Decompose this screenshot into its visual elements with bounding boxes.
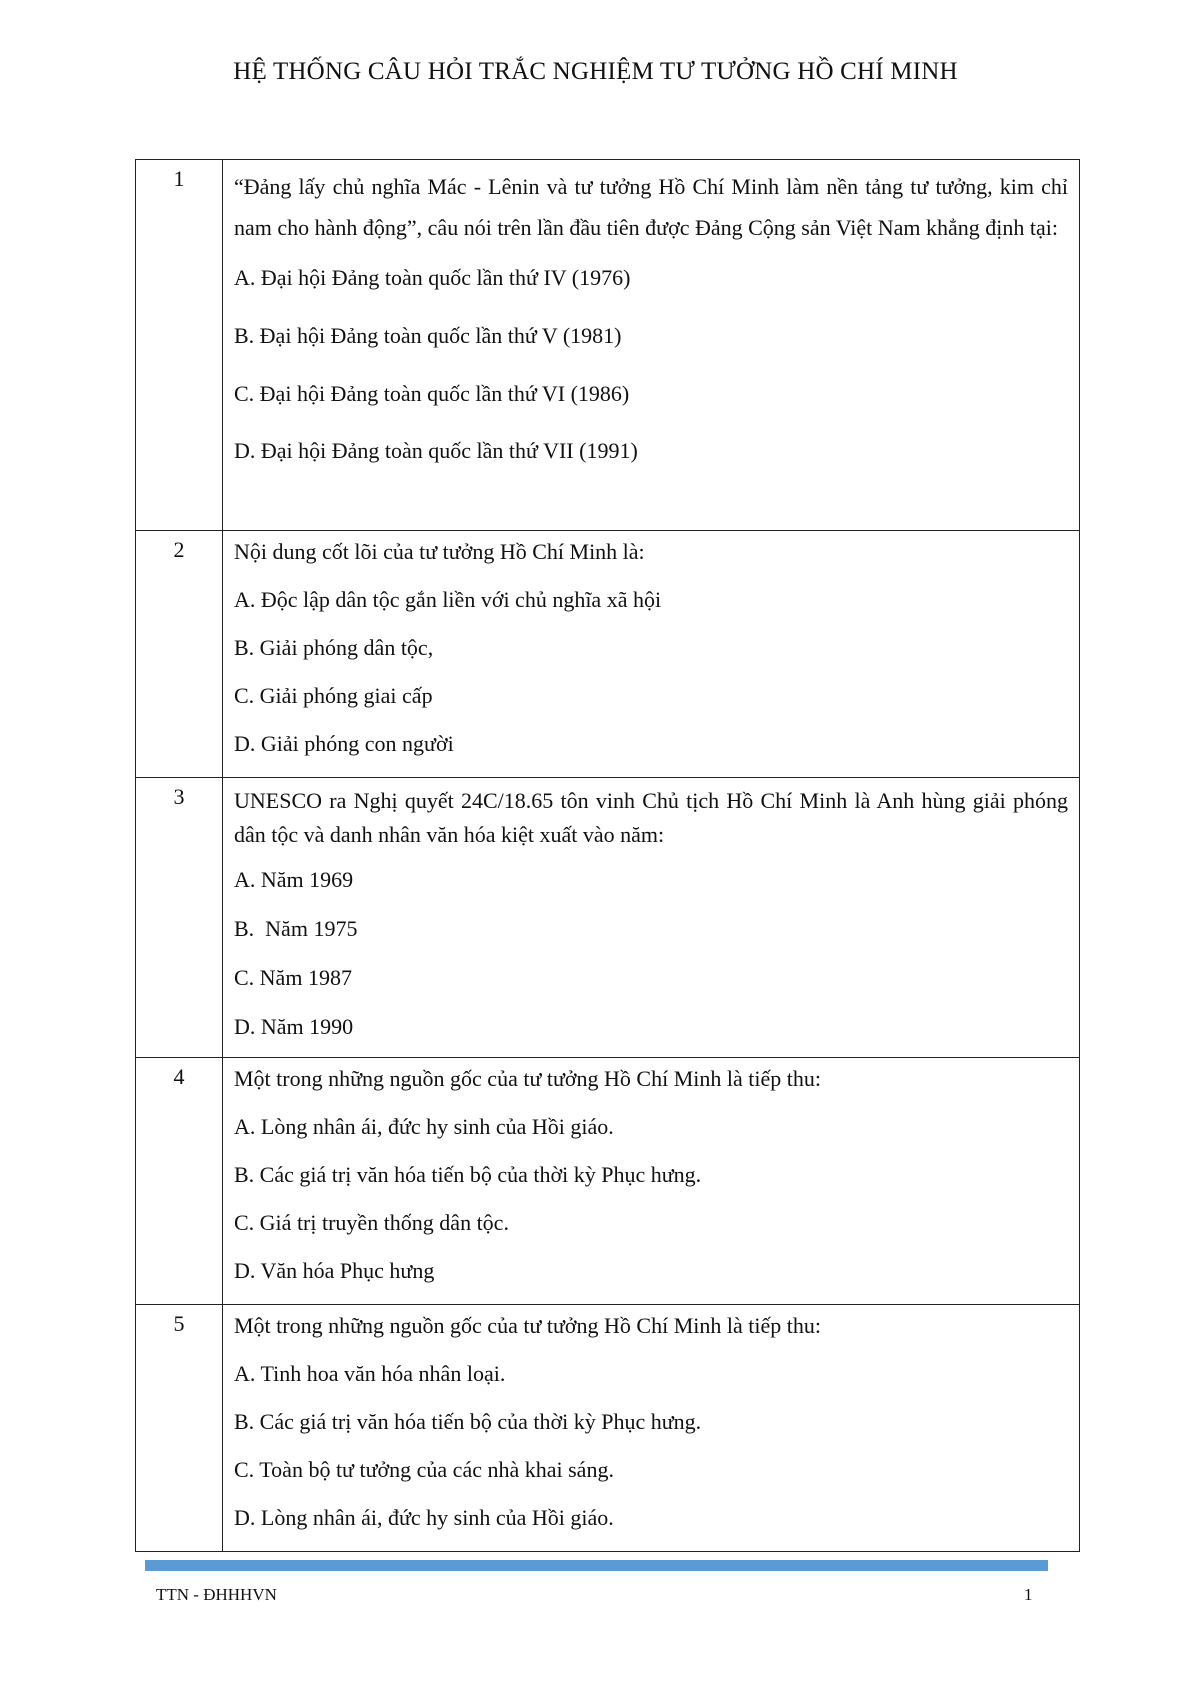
question-text: Nội dung cốt lõi của tư tưởng Hồ Chí Minh là: [234,539,645,564]
question-number: 2 [136,531,223,778]
answer-option-c[interactable]: C. Giá trị truyền thống dân tộc. [234,1210,509,1235]
question-text: Một trong những nguồn gốc của tư tưởng Hồ Chí Minh là tiếp thu: [234,1313,821,1338]
question-content [223,778,1080,1058]
answer-option-a[interactable]: A. Đại hội Đảng toàn quốc lần thứ IV (1976) [234,265,631,290]
question-content [223,160,1080,531]
page-number: 1 [1024,1585,1033,1604]
answer-option-d[interactable]: D. Văn hóa Phục hưng [234,1258,435,1283]
question-number: 3 [136,778,223,1058]
answer-option-a[interactable]: A. Tinh hoa văn hóa nhân loại. [234,1361,506,1386]
answer-option-d[interactable]: D. Giải phóng con người [234,731,454,756]
question-number: 4 [136,1058,223,1305]
question-row-4 [136,1058,1080,1305]
question-content [223,1058,1080,1305]
answer-option-b[interactable]: B. Các giá trị văn hóa tiến bộ của thời kỳ Phục hưng. [234,1162,702,1187]
question-number: 5 [136,1305,223,1552]
answer-option-b[interactable]: B. Năm 1975 [234,916,358,941]
question-number: 1 [136,160,223,531]
answer-option-c[interactable]: C. Giải phóng giai cấp [234,683,433,708]
question-content [223,1305,1080,1552]
answer-option-c[interactable]: C. Đại hội Đảng toàn quốc lần thứ VI (1986) [234,381,630,406]
footer-left-text: TTN - ĐHHHVN [156,1585,277,1604]
footer-divider-bar [145,1560,1048,1571]
answer-option-a[interactable]: A. Lòng nhân ái, đức hy sinh của Hồi giáo. [234,1114,614,1139]
answer-option-d[interactable]: D. Lòng nhân ái, đức hy sinh của Hồi giáo. [234,1505,614,1530]
question-text: Một trong những nguồn gốc của tư tưởng Hồ Chí Minh là tiếp thu: [234,1066,821,1091]
question-content [223,531,1080,778]
question-table [135,159,1080,1552]
question-row-5 [136,1305,1080,1552]
question-row-2 [136,531,1080,778]
answer-option-b[interactable]: B. Các giá trị văn hóa tiến bộ của thời kỳ Phục hưng. [234,1409,702,1434]
question-text: “Đảng lấy chủ nghĩa Mác - Lênin và tư tưởng Hồ Chí Minh làm nền tảng tư tưởng, kim chỉ nam cho hành động”, câu nói trên lần đầu tiên được Đảng Cộng sản Việt Nam khẳng định tại: [234,174,1068,240]
answer-option-a[interactable]: A. Độc lập dân tộc gắn liền với chủ nghĩa xã hội [234,587,662,612]
answer-option-b[interactable]: B. Đại hội Đảng toàn quốc lần thứ V (1981) [234,323,622,348]
answer-option-c[interactable]: C. Toàn bộ tư tưởng của các nhà khai sáng. [234,1457,614,1482]
page-title: HỆ THỐNG CÂU HỎI TRẮC NGHIỆM TƯ TƯỞNG HỒ CHÍ MINH [233,58,958,85]
answer-option-b[interactable]: B. Giải phóng dân tộc, [234,635,434,660]
answer-option-c[interactable]: C. Năm 1987 [234,965,352,990]
question-row-3 [136,778,1080,1058]
answer-option-a[interactable]: A. Năm 1969 [234,867,354,892]
question-row-1 [136,160,1080,531]
answer-option-d[interactable]: D. Năm 1990 [234,1014,354,1039]
question-text: UNESCO ra Nghị quyết 24C/18.65 tôn vinh Chủ tịch Hồ Chí Minh là Anh hùng giải phóng dân tộc và danh nhân văn hóa kiệt xuất vào năm: [234,788,1068,847]
answer-option-d[interactable]: D. Đại hội Đảng toàn quốc lần thứ VII (1991) [234,438,638,463]
